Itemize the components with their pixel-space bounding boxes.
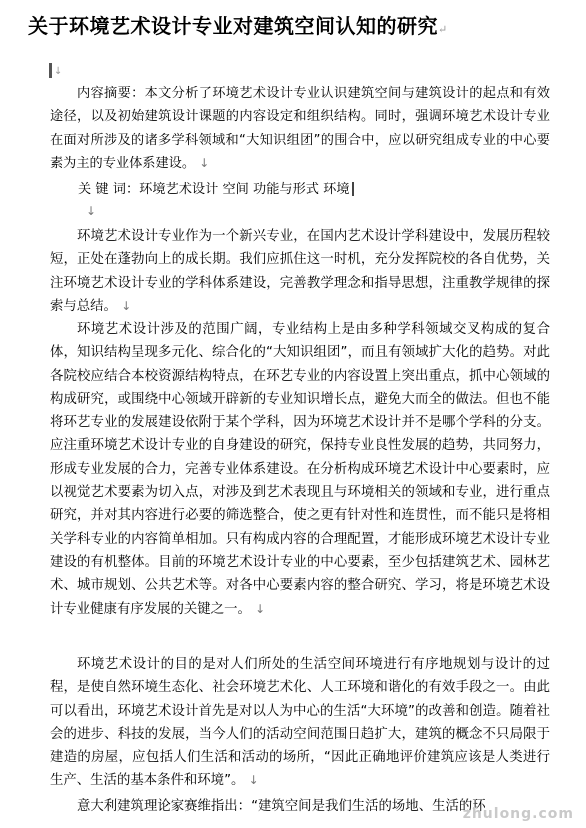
- keywords: [78, 178, 354, 197]
- body-paragraph: [50, 653, 550, 793]
- paragraph-text: 环境艺术设计的目的是对人们所处的生活空间环境进行有序地规划与设计的过程，是使自然环境生态化、社会环境艺术化、人工环境和谐化的有效手段之一。由此可以看出，环境艺术设计首先是对以人为中心的生活“大环境”的改善和创造。随着社会的进步、科技的发展，当今人们的活动空间范围日趋扩大，建筑的概念不只局限于建造的房屋，应包括人们生活和活动的场所，“因此正确地评价建筑应该是人类进行生产、生活的基本条件和环境”。: [50, 657, 550, 789]
- paragraph-mark-icon: ↓: [86, 204, 97, 218]
- paragraph-mark-icon: ↵: [438, 23, 448, 36]
- keywords-text: 关 键 词：环境艺术设计 空间 功能与形式 环境: [78, 182, 350, 197]
- body-paragraph: [50, 318, 550, 621]
- paragraph-mark-icon: ↓: [199, 155, 210, 170]
- paragraph-text: 环境艺术设计专业作为一个新兴专业，在国内艺术设计学科建设中，发展历程较短，正处在蓬勃向上的成长期。我们应抓住这一时机，充分发挥院校的各自优势，关注环境艺术设计专业的学科体系建设，完善教学理念和指导思想，注重教学规律的探索与总结。: [50, 229, 550, 314]
- paragraph-mark-icon: ↓: [255, 601, 266, 616]
- paragraph-text: 环境艺术设计涉及的范围广阔，专业结构上是由多种学科领域交叉构成的复合体，知识结构呈现多元化、综合化的“大知识组团”，而且有领域扩大化的趋势。对此各院校应结合本校资源结构特点，在环艺专业的内容设置上突出重点，抓中心领域的构成研究，或围绕中心领域开辟新的专业知识增长点，避免大而全的做法。但也不能将环艺专业的发展建设依附于某个学科，因为环境艺术设计并不是哪个学科的分支。应注重环境艺术设计专业的自身建设的研究，保持专业良性发展的趋势，共同努力，形成专业发展的合力，完善专业体系建设。在分析构成环境艺术设计中心要素时，应以视觉艺术要素为切入点，对涉及到艺术表现且与环境相关的领域和专业，进行重点研究，并对其内容进行必要的筛选整合，使之更有针对性和连贯性，而不能只是将相关学科专业的内容简单相加。只有构成内容的合理配置，才能形成环境艺术设计专业建设的有机整体。目前的环境艺术设计专业的中心要素，至少包括建筑艺术、园林艺术、城市规划、公共艺术等。对各中心要素内容的整合研究、学习，将是环境艺术设计专业健康有序发展的关键之一。: [50, 322, 550, 617]
- title-text: 关于环境艺术设计专业对建筑空间认知的研究: [28, 14, 438, 38]
- abstract-text: 内容摘要：本文分析了环境艺术设计专业认识建筑空间与建筑设计的起点和有效途径，以及初始建筑设计课题的内容设定和组织结构。同时，强调环境艺术设计专业在面对所涉及的诸多学科领域和“大知识组团”的围合中，应以研究组成专业的中心要素为主的专业体系建设。: [50, 86, 550, 171]
- body-paragraph: [50, 225, 550, 318]
- watermark: zhulong.com: [462, 806, 574, 822]
- abstract: [50, 82, 550, 175]
- document-title: [28, 10, 568, 39]
- paragraph-mark-icon: ↓: [54, 66, 63, 77]
- paragraph-text: 意大利建筑理论家赛维指出：“建筑空间是我们生活的场地、生活的环: [77, 799, 486, 814]
- paragraph-mark-icon: ↓: [248, 773, 259, 788]
- paragraph-mark-icon: ↓: [121, 298, 132, 313]
- text-cursor[interactable]: [49, 63, 52, 78]
- text-cursor: [352, 182, 354, 196]
